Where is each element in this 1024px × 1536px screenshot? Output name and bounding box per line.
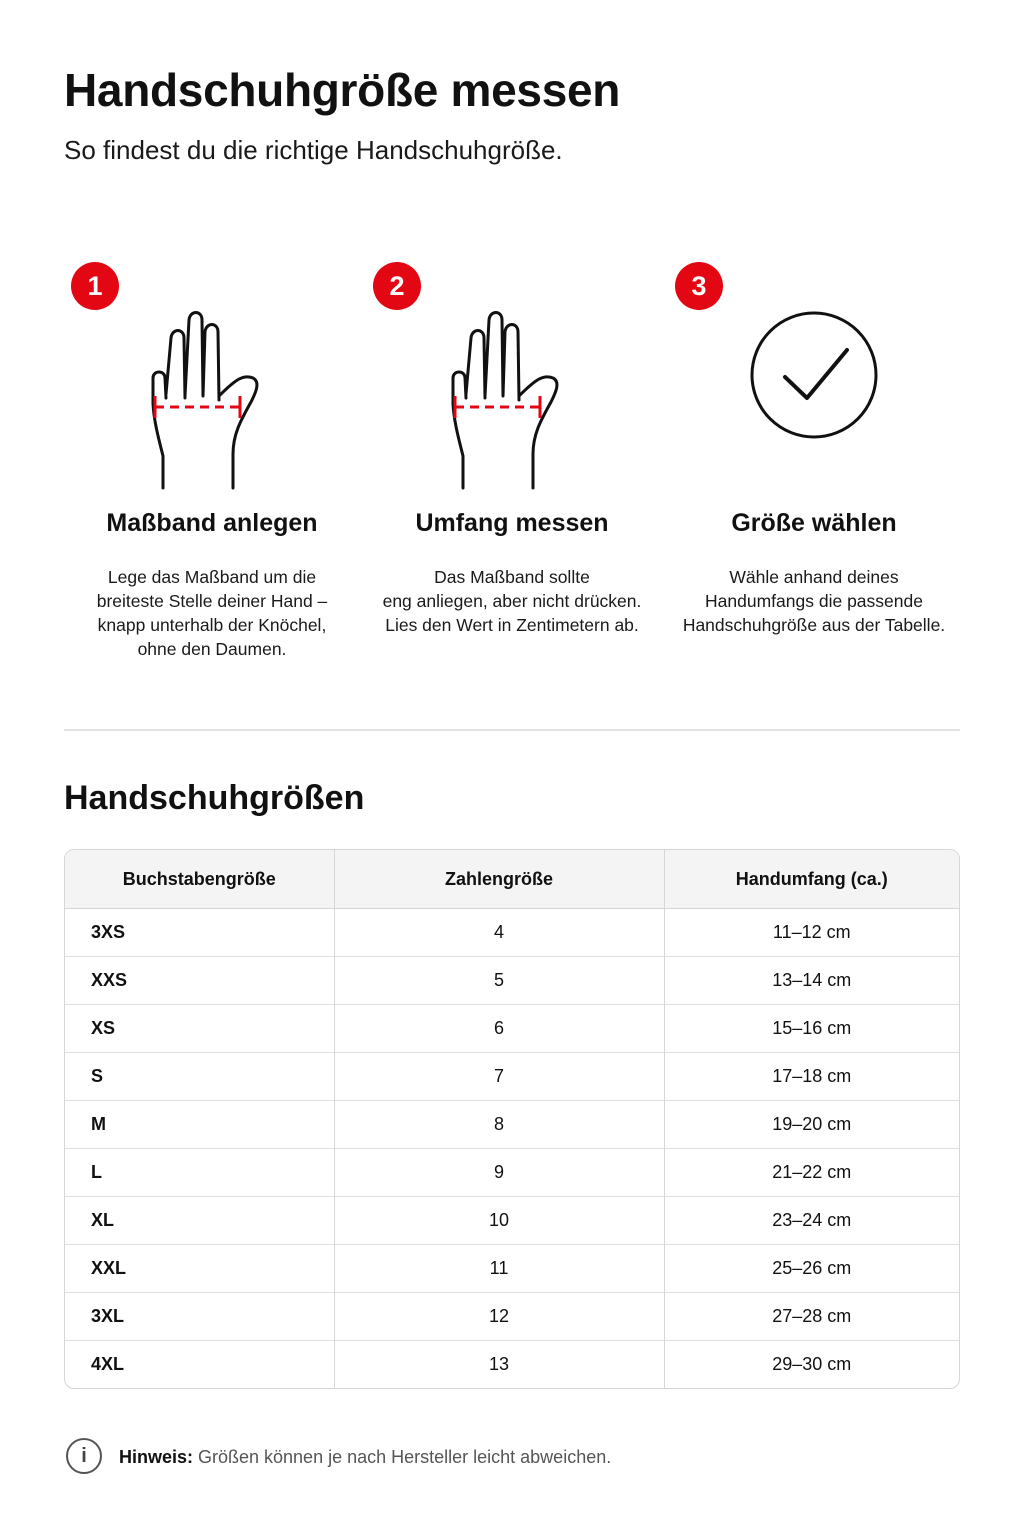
number-size-cell: 10: [334, 1197, 664, 1245]
number-size-cell: 11: [334, 1245, 664, 1293]
section-title: Handschuhgrößen: [64, 779, 365, 817]
number-size-cell: 12: [334, 1293, 664, 1341]
letter-size-cell: L: [65, 1149, 334, 1197]
table-row: [65, 957, 959, 1005]
hand-circumference-cell: 11–12 cm: [664, 909, 959, 957]
step-title: Größe wählen: [731, 509, 897, 537]
info-icon: i: [66, 1438, 102, 1474]
column-header: Handumfang (ca.): [664, 850, 959, 909]
step-2: [361, 258, 663, 678]
letter-size-cell: 3XS: [91, 922, 126, 942]
number-size-cell: 13: [334, 1341, 664, 1389]
page-title: Handschuhgröße messen: [64, 64, 621, 116]
hand-circumference-cell: 21–22 cm: [664, 1149, 959, 1197]
number-size-cell: 4: [334, 909, 664, 957]
divider: [64, 729, 960, 731]
table-row: [65, 1053, 959, 1101]
step-description: Wähle anhand deines Handumfangs die passende Handschuhgröße aus der Tabelle.: [682, 567, 946, 635]
note-text: Größen können je nach Hersteller leicht abweichen.: [198, 1447, 612, 1467]
hand-measure-icon: [61, 308, 363, 492]
checkmark-circle-icon: [663, 308, 965, 492]
step-number-badge: 3: [675, 262, 723, 310]
hand-circumference-cell: 27–28 cm: [664, 1293, 959, 1341]
step-description: Das Maßband sollte eng anliegen, aber nicht drücken. Lies den Wert in Zentimetern ab.: [382, 567, 642, 635]
letter-size-cell: XXL: [65, 1245, 334, 1293]
step-title: Maßband anlegen: [106, 509, 318, 537]
column-header: Buchstabengröße: [65, 850, 334, 909]
table-row: [65, 909, 959, 957]
hand-circumference-cell: 13–14 cm: [664, 957, 959, 1005]
step-title: Umfang messen: [415, 509, 609, 537]
number-size-cell: 7: [334, 1053, 664, 1101]
hand-circumference-cell: 23–24 cm: [664, 1197, 959, 1245]
column-header: Zahlengröße: [334, 850, 664, 909]
table-header-row: [65, 850, 959, 909]
letter-size-cell: 4XL: [65, 1341, 334, 1389]
table-row: [65, 1245, 959, 1293]
letter-size-cell: S: [65, 1053, 334, 1101]
table-row: [65, 1293, 959, 1341]
step-number-badge: 1: [71, 262, 119, 310]
letter-size-cell: XS: [65, 1005, 334, 1053]
hand-circumference-cell: 15–16 cm: [664, 1005, 959, 1053]
number-size-cell: 6: [334, 1005, 664, 1053]
hand-circumference-cell: 25–26 cm: [664, 1245, 959, 1293]
step-description: Lege das Maßband um die breiteste Stelle deiner Hand – knapp unterhalb der Knöchel, ohne den Daumen.: [96, 567, 328, 659]
hand-circumference-cell: 29–30 cm: [664, 1341, 959, 1389]
letter-size-cell: 3XL: [65, 1293, 334, 1341]
hand-circumference-cell: 19–20 cm: [664, 1101, 959, 1149]
table-row: [65, 1197, 959, 1245]
note-label: Hinweis:: [119, 1447, 194, 1467]
measuring-steps: [0, 258, 1024, 678]
table-row: [65, 1101, 959, 1149]
step-1: [61, 258, 363, 678]
letter-size-cell: M: [65, 1101, 334, 1149]
table-row: [65, 1149, 959, 1197]
letter-size-cell: XL: [65, 1197, 334, 1245]
step-number-badge: 2: [373, 262, 421, 310]
step-3: [663, 258, 965, 678]
hand-circumference-cell: 17–18 cm: [664, 1053, 959, 1101]
number-size-cell: 9: [334, 1149, 664, 1197]
letter-size-cell: XXS: [65, 957, 334, 1005]
hand-measure-icon: [361, 308, 663, 492]
size-table: [64, 849, 960, 1389]
number-size-cell: 5: [334, 957, 664, 1005]
page-subtitle: So findest du die richtige Handschuhgröße.: [64, 135, 563, 165]
table-row: [65, 1341, 959, 1389]
table-row: [65, 1005, 959, 1053]
number-size-cell: 8: [334, 1101, 664, 1149]
